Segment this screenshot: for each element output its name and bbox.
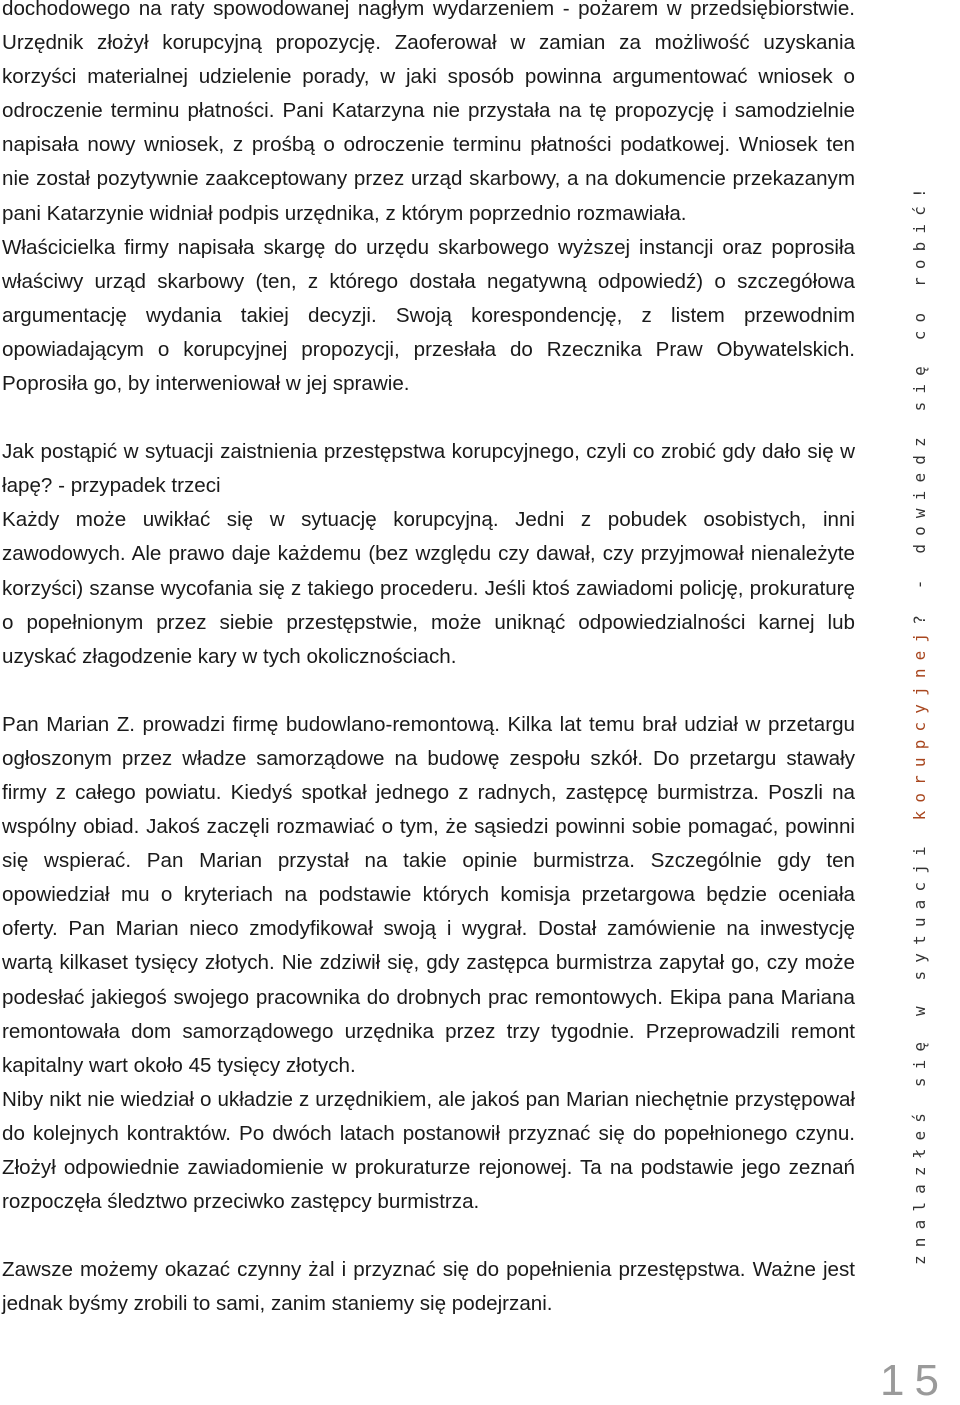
sidebar-title-highlight: korupcyjnej [910, 624, 929, 821]
paragraph: dochodowego na raty spowodowanej nagłym wydarzeniem - pożarem w przedsiębiorstwie. Urzędnik złożył korupcyjną propozycję. Zaoferował w zamian za możliwość uzyskania korzyści materialnej udzielenie porady, w jaki sposób powinna argumentować wniosek o odroczenie terminu płatności. Pani Katarzyna nie przystała na tę propozycję i samodzielnie napisała nowy wniosek, z prośbą o odroczenie terminu płatności podatkowej. Wniosek ten nie został pozytywnie zaakceptowany przez urząd skarbowy, a na dokumencie przekazanym pani Katarzynie widniał podpis urzędnika, z którym poprzednio rozmawiała. [2, 0, 855, 225]
section-question: Jak postąpić w sytuacji zaistnienia przestępstwa korupcyjnego, czyli co zrobić gdy dało się w łapę? - przypadek trzeci [2, 440, 855, 498]
paragraph-spacer [2, 1219, 855, 1253]
paragraph-spacer [2, 674, 855, 708]
sidebar-title-part: znalazłeś się w sytuacji [910, 820, 929, 1265]
closing-paragraph: Zawsze możemy okazać czynny żal i przyznać się do popełnienia przestępstwa. Ważne jest jednak byśmy zrobili to sami, zanim staniemy się podejrzani. [2, 1258, 855, 1316]
sidebar-running-title [910, 180, 929, 1265]
paragraph: Pan Marian Z. prowadzi firmę budowlano-remontową. Kilka lat temu brał udział w przetargu ogłoszonym przez władze samorządowe na budowę zespołu szkół. Do przetargu stawały firmy z całego powiatu. Kiedyś spotkał jednego z radnych, zastępcę burmistrza. Poszli na wspólny obiad. Jakoś zaczęli rozmawiać o tym, że sąsiedzi powinni sobie pomagać, powinni się wspierać. Pan Marian przystał na takie opinie burmistrza. Szczególnie gdy ten opowiedział mu o kryteriach na podstawie których komisja przetargowa będzie oceniała oferty. Pan Marian nieco zmodyfikował swoją i wygrał. Dostał zamówienie na inwestycję wartą kilkaset tysięcy złotych. Nie zdziwił się, gdy zastępca burmistrza zapytał go, czy może podesłać jakiegoś swojego pracownika do drobnych prac remontowych. Ekipa pana Mariana remontowała dom samorządowego urzędnika przez trzy tygodnie. Przeprowadzili remont kapitalny wart około 45 tysięcy złotych. [2, 712, 855, 1077]
paragraph: Każdy może uwikłać się w sytuację korupcyjną. Jedni z pobudek osobistych, inni zawodowych. Ale prawo daje każdemu (bez względu czy dawał, czy przyjmował nienależyte korzyści) szanse wycofania się z takiego procederu. Jeśli ktoś zawiadomi policję, prokuraturę o popełnionym przez siebie przestępstwie, może uniknąć odpowiedzialności karnej lub uzyskać złagodzenie kary w tych okolicznościach. [2, 508, 855, 668]
body-text [2, 0, 855, 1321]
sidebar-title-part: ? - dowiedz się co robić! [910, 180, 929, 625]
paragraph: Niby nikt nie wiedział o układzie z urzędnikiem, ale jakoś pan Marian niechętnie przystępował do kolejnych kontraktów. Po dwóch latach postanowił przyznać się do popełnionego czynu. Złożył odpowiednie zawiadomienie w prokuraturze rejonowej. Ta na podstawie jego zeznań rozpoczęła śledztwo przeciwko zastępcy burmistrza. [2, 1087, 855, 1214]
page-number: 15 [880, 1356, 949, 1405]
paragraph: Właścicielka firmy napisała skargę do urzędu skarbowego wyższej instancji oraz poprosiła właściwy urząd skarbowy (ten, z którego dostała negatywną odpowiedź) o szczegółowa argumentację wydania takiej decyzji. Swoją korespondencję, z listem przewodnim opowiadającym o korupcyjnej propozycji, przesłała do Rzecznika Praw Obywatelskich. Poprosiła go, by interweniował w jej sprawie. [2, 235, 855, 396]
paragraph-spacer [2, 401, 855, 435]
